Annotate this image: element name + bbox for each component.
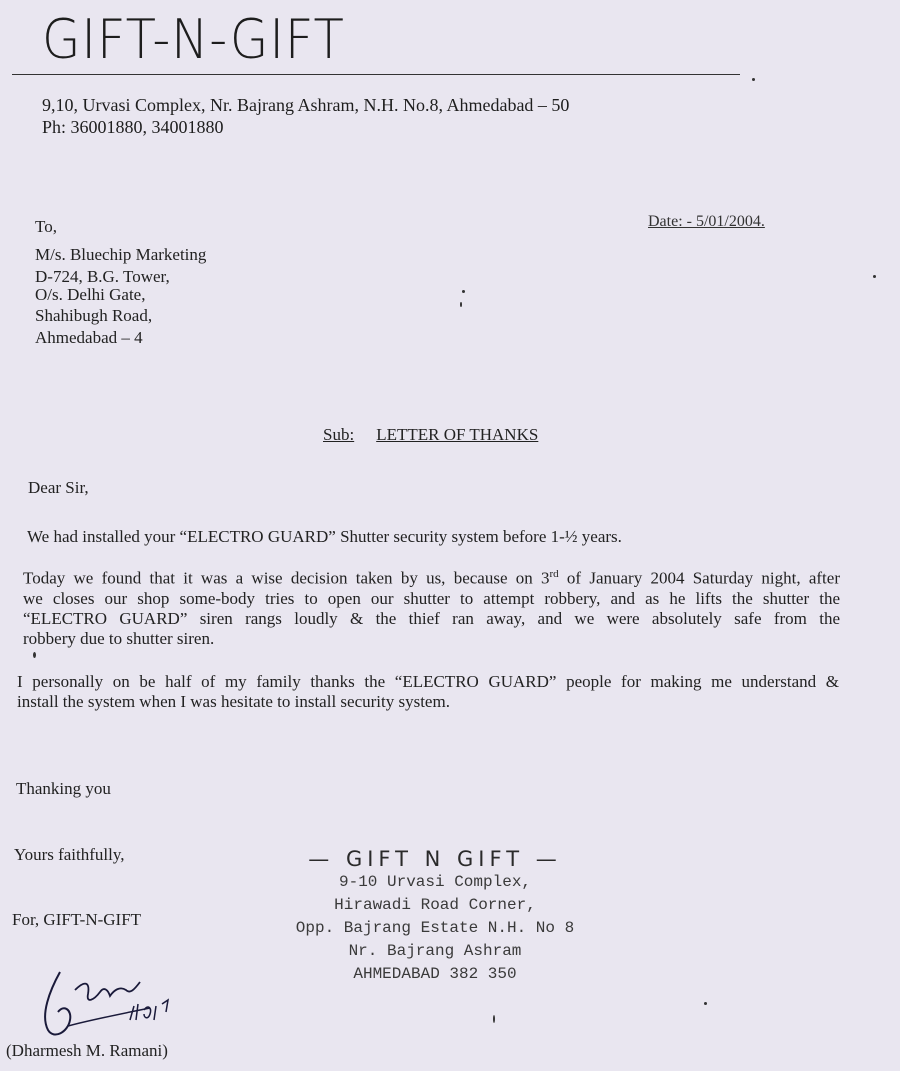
scan-speck (704, 1002, 707, 1005)
signatory-name: (Dharmesh M. Ramani) (6, 1041, 168, 1060)
body-paragraph-1: We had installed your “ELECTRO GUARD” Shutter security system before 1-½ years. (27, 527, 622, 546)
stamp-line: Opp. Bajrang Estate N.H. No 8 (295, 919, 575, 937)
scan-speck (460, 302, 462, 307)
stamp-title: — GIFT N GIFT — (308, 847, 562, 871)
salutation: Dear Sir, (28, 478, 89, 497)
signature-mark (30, 960, 200, 1050)
recipient-line: Ahmedabad – 4 (35, 328, 143, 347)
letterhead-phone: Ph: 36001880, 34001880 (42, 117, 224, 137)
scan-speck (752, 78, 755, 81)
recipient-line: M/s. Bluechip Marketing (35, 245, 207, 264)
stamp-line: AHMEDABAD 382 350 (353, 965, 517, 983)
closing-for-company: For, GIFT-N-GIFT (12, 910, 142, 929)
stamp-line: Hirawadi Road Corner, (334, 896, 536, 914)
stamp-line: 9-10 Urvasi Complex, (338, 873, 532, 891)
paragraph-line: Today we found that it was a wise decision taken by us, because on 3rd of January 2004 Saturday night, after (23, 568, 840, 588)
scan-speck (33, 652, 36, 658)
body-paragraph-2 (23, 564, 840, 649)
paragraph-line: robbery due to shutter siren. (23, 628, 215, 648)
letterhead-company: GIFT-N-GIFT (42, 8, 345, 71)
paragraph-line: install the system when I was hesitate to install security system. (17, 692, 450, 711)
scan-speck (462, 290, 465, 293)
subject-text: LETTER OF THANKS (376, 425, 539, 444)
closing-yours: Yours faithfully, (14, 845, 125, 864)
paragraph-line: we closes our shop some-body tries to open our shutter to attempt robbery, and as he lifts the shutter the (23, 588, 840, 608)
paragraph-line: “ELECTRO GUARD” siren rangs loudly & the thief ran away, and we were absolutely safe from the (23, 608, 840, 628)
letterhead-address: 9,10, Urvasi Complex, Nr. Bajrang Ashram, N.H. No.8, Ahmedabad – 50 (42, 95, 570, 115)
subject-line (323, 425, 538, 445)
company-stamp (290, 848, 580, 986)
paragraph-line: I personally on be half of my family thanks the “ELECTRO GUARD” people for making me understand & (17, 672, 839, 691)
subject-label: Sub: (323, 425, 355, 444)
recipient-line: Shahibugh Road, (35, 306, 153, 325)
recipient-line: D-724, B.G. Tower, (35, 267, 170, 286)
recipient-to: To, (35, 217, 57, 236)
body-paragraph-3 (17, 672, 839, 712)
letter-date: Date: - 5/01/2004. (648, 213, 765, 230)
scan-speck (873, 275, 876, 278)
recipient-line: O/s. Delhi Gate, (35, 285, 146, 304)
closing-thanking: Thanking you (16, 779, 111, 798)
scan-speck (493, 1015, 495, 1023)
stamp-line: Nr. Bajrang Ashram (348, 942, 522, 960)
letterhead-divider (12, 74, 740, 75)
